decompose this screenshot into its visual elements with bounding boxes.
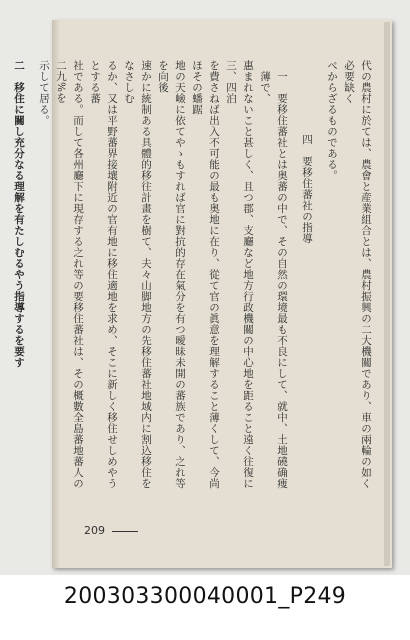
text-column: 代の農村に於ては、農會と産業組合とは、農村振興の二大機關であり、車の兩輪の如く必要缺く [343, 60, 372, 489]
page-edge [384, 22, 390, 566]
column-spacer [290, 60, 298, 490]
text-column: 地の天嶮に依てやゝもすれば官に對抗的存在氣分を有つ曖昧未開の蕃族であり、之れ等を向後 [157, 60, 186, 489]
text-column: 社である。而して各州廳下に現存する之れ等の要移住蕃社は、その概數全島蕃地蕃人の二九%を [55, 60, 84, 489]
text-column: 二 移住に關し充分なる理解を有たしむるやう指導するを要す [13, 60, 25, 368]
text-column: 一 要移住蕃社とは奥蕃の中で、その自然の環境最も不良にして、就中、土地磽确痩薄で、 [259, 70, 288, 489]
text-column: 示して居る。 [38, 60, 50, 126]
text-column: 惠まれないこと甚しく、且つ郡、支廳など地方行政機關の中心地を距ること遠く往復に三、四泊 [225, 60, 254, 489]
column-spacer [27, 60, 35, 490]
page-number: 209 [84, 524, 105, 537]
text-column: るか、又は平野蕃界接壤附近の官有地に移住適地を求め、そこに新しく移住せしめやうとする蕃 [89, 60, 118, 489]
page-number-rule [112, 531, 138, 532]
column-spacer [315, 60, 323, 490]
catalog-id-caption: 200303300040001_P249 [63, 584, 347, 609]
text-column: 速かに統制ある具體的移往計畫を樹て、夫々山脚地方の先移住蕃社地域内に割込移住をなさしむ [123, 60, 152, 489]
text-column: 四 要移住蕃社の指導 [301, 133, 313, 244]
vertical-text-body [10, 60, 374, 490]
text-column: を費さねば出入不可能の最も奥地に在り、從て官の眞意を理解すること薄くして、今尚ほその蟠踞 [191, 60, 220, 489]
text-column: べからざるものである。 [326, 60, 338, 181]
